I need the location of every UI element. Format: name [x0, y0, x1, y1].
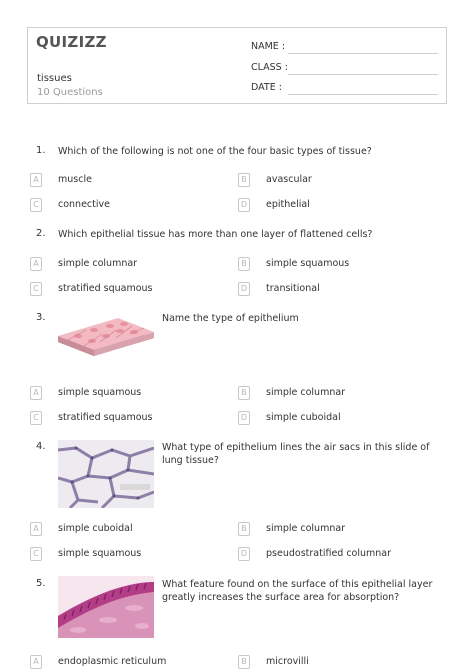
option-text: simple columnar: [58, 258, 138, 269]
option-letter-box: D: [238, 547, 250, 561]
option-text: simple squamous: [58, 548, 142, 559]
option-letter-box: D: [238, 411, 250, 425]
option-text: simple squamous: [58, 387, 142, 398]
option-text: pseudostratified columnar: [266, 548, 392, 559]
question-number: 3.: [36, 312, 46, 323]
option-letter-box: C: [30, 282, 42, 296]
option-letter-box: C: [30, 411, 42, 425]
class-line[interactable]: [288, 74, 438, 75]
option-letter-box: C: [30, 547, 42, 561]
worksheet-title: tissues: [37, 73, 72, 84]
question-text: Which epithelial tissue has more than one layer of flattened cells?: [58, 229, 373, 240]
option-text: simple squamous: [266, 258, 350, 269]
option-text: muscle: [58, 174, 92, 185]
date-label: DATE :: [251, 82, 282, 93]
option-letter-box: A: [30, 386, 42, 400]
option-text: simple columnar: [266, 523, 346, 534]
option-text: simple columnar: [266, 387, 346, 398]
option-text: transitional: [266, 283, 320, 294]
question-text: What type of epithelium lines the air sacs in this slide of lung tissue?: [162, 442, 430, 466]
option-text: stratified squamous: [58, 283, 153, 294]
option-text: stratified squamous: [58, 412, 153, 423]
question-text: Name the type of epithelium: [162, 313, 299, 324]
question-number: 4.: [36, 441, 46, 452]
option-text: simple cuboidal: [266, 412, 341, 423]
option-text: simple cuboidal: [58, 523, 133, 534]
option-letter-box: A: [30, 173, 42, 187]
option-letter-box: A: [30, 655, 42, 669]
question-text: Which of the following is not one of the four basic types of tissue?: [58, 146, 372, 157]
option-text: microvilli: [266, 656, 309, 667]
option-letter-box: B: [238, 522, 250, 536]
option-text: epithelial: [266, 199, 310, 210]
option-letter-box: D: [238, 282, 250, 296]
name-line[interactable]: [288, 53, 438, 54]
epithelial-layer-micrograph-image: [58, 576, 154, 638]
epithelium-diagram-image: [58, 312, 154, 362]
question-count: 10 Questions: [37, 87, 103, 98]
worksheet-header: [27, 27, 447, 104]
option-letter-box: C: [30, 198, 42, 212]
option-text: connective: [58, 199, 110, 210]
option-text: avascular: [266, 174, 312, 185]
option-letter-box: D: [238, 198, 250, 212]
option-text: endoplasmic reticulum: [58, 656, 167, 667]
question-text: What feature found on the surface of this epithelial layer greatly increases the surface area for absorption?: [162, 579, 433, 603]
lung-tissue-micrograph-image: [58, 440, 154, 508]
quizizz-logo: QUIZIZZ: [36, 33, 107, 51]
option-letter-box: B: [238, 173, 250, 187]
question-number: 1.: [36, 145, 46, 156]
date-line[interactable]: [288, 94, 438, 95]
option-letter-box: B: [238, 257, 250, 271]
option-letter-box: A: [30, 522, 42, 536]
option-letter-box: B: [238, 386, 250, 400]
question-number: 5.: [36, 578, 46, 589]
class-label: CLASS :: [251, 62, 288, 73]
option-letter-box: B: [238, 655, 250, 669]
name-label: NAME :: [251, 41, 286, 52]
option-letter-box: A: [30, 257, 42, 271]
question-number: 2.: [36, 228, 46, 239]
